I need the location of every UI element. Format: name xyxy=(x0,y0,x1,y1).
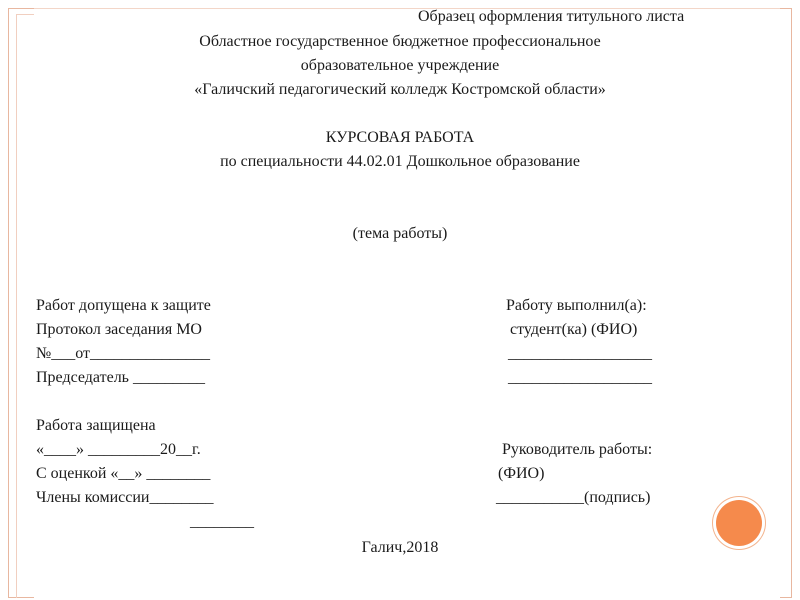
protocol-label: Протокол заседания МО xyxy=(36,321,202,338)
supervisor-label: Руководитель работы: xyxy=(502,441,653,458)
org-line-1: Областное государственное бюджетное профессиональное xyxy=(199,33,601,50)
signature-line: ___________(подпись) xyxy=(496,489,651,506)
admitted-label: Работ допущена к защите xyxy=(36,297,211,314)
org-line-3: «Галичский педагогический колледж Костромской области» xyxy=(194,81,606,98)
city-year: Галич,2018 xyxy=(361,539,439,556)
student-line-1: __________________ xyxy=(508,345,652,362)
specialty: по специальности 44.02.01 Дошкольное образование xyxy=(220,153,580,170)
work-type: КУРСОВАЯ РАБОТА xyxy=(325,129,475,146)
student-label: студент(ка) (ФИО) xyxy=(510,321,638,338)
work-topic: (тема работы) xyxy=(352,225,448,242)
supervisor-name: (ФИО) xyxy=(498,465,545,482)
student-line-2: __________________ xyxy=(508,369,652,386)
chairman-label: Председатель _________ xyxy=(36,369,205,386)
decorative-frame-left-inner xyxy=(16,14,34,598)
grade-label: С оценкой «__» ________ xyxy=(36,465,211,482)
commission-members-line: ________ xyxy=(190,513,254,530)
defense-date: «____» _________20__г. xyxy=(36,441,201,458)
protocol-number: №___от_______________ xyxy=(36,345,211,362)
sample-title: Образец оформления титульного листа xyxy=(418,8,685,25)
org-line-2: образовательное учреждение xyxy=(300,57,500,74)
performed-label: Работу выполнил(а): xyxy=(506,297,647,314)
commission-members: Члены комиссии________ xyxy=(36,489,214,506)
defended-label: Работа защищена xyxy=(36,417,156,434)
